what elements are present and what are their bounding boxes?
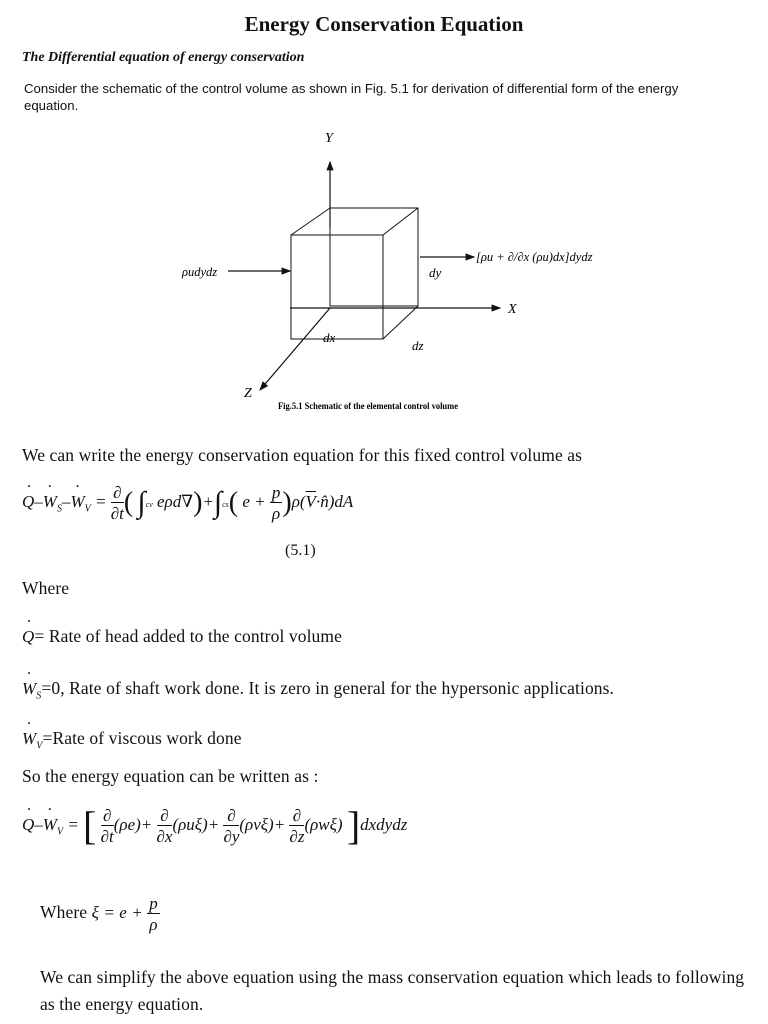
page-title: Energy Conservation Equation — [244, 12, 524, 36]
equation-number: (5.1) — [285, 542, 316, 559]
wv-symbol: ˙ $W_V$ — [22, 729, 42, 748]
control-volume-figure — [0, 120, 768, 420]
wv-description: =Rate of viscous work done — [42, 728, 242, 748]
section-subtitle: The Differential equation of energy conservation — [22, 50, 305, 65]
simplify-paragraph: We can simplify the above equation using the mass conservation equation which leads to following as the energy equation. — [40, 967, 745, 1014]
xi-expression: ξ = e + $\frac{p}{\rho}$ — [91, 894, 158, 934]
dx-label: dx — [323, 330, 336, 345]
ws-description: =0, Rate of shaft work done. It is zero in general for the hypersonic applications. — [41, 678, 615, 698]
q-definition — [22, 626, 342, 647]
z-axis-label: Z — [244, 386, 252, 401]
ws-symbol: ˙ $W_S$ — [22, 679, 41, 698]
outflow-label: [ρu + ∂/∂x (ρu)dx]dydz — [476, 250, 593, 264]
inflow-label: ρudydz — [182, 265, 218, 279]
y-axis-label: Y — [325, 131, 333, 146]
equation-5-1: ˙ Q–˙ $W_S-˙$ $W_V$ = $\frac{\partial}{\partial t}$ ( ∫cv eρd∇)+∫cs( e + $\frac{p}{\rho}$ )$\rho(\overline{V}\cdot n̂)dA$ — [22, 484, 353, 522]
dz-label: dz — [412, 338, 424, 353]
so-line: So the energy equation can be written as : — [22, 766, 319, 786]
z-axis-line — [260, 308, 330, 390]
cube-back-face — [330, 208, 418, 306]
write-line: We can write the energy conservation equation for this fixed control volume as — [22, 445, 583, 465]
x-axis-label: X — [508, 302, 517, 317]
ws-definition — [22, 678, 614, 701]
intro-paragraph: Consider the schematic of the control volume as shown in Fig. 5.1 for derivation of differential form of the energy equation. — [24, 81, 679, 113]
where-label-1: Where — [22, 578, 70, 598]
where-label-2: Where — [40, 901, 88, 922]
wv-definition — [22, 728, 242, 751]
figure-caption: Fig.5.1 Schematic of the elemental control volume — [278, 402, 458, 412]
q-symbol: ˙ Q — [22, 627, 34, 646]
xi-definition — [40, 895, 160, 933]
dy-label: dy — [429, 265, 442, 280]
q-description: = Rate of head added to the control volume — [34, 626, 342, 646]
energy-equation: ˙ Q–˙ $W_V$ = [ $\frac{\partial}{\partial t}$ (ρe)+ $\frac{\partial}{\partial x}$ (ρuξ)+ $\frac{\partial}{\partial y}$ (ρvξ)+ $\frac{\partial}{\partial z}$ (ρwξ) ]dxdydz — [22, 806, 407, 846]
cube-front-face — [291, 235, 383, 339]
